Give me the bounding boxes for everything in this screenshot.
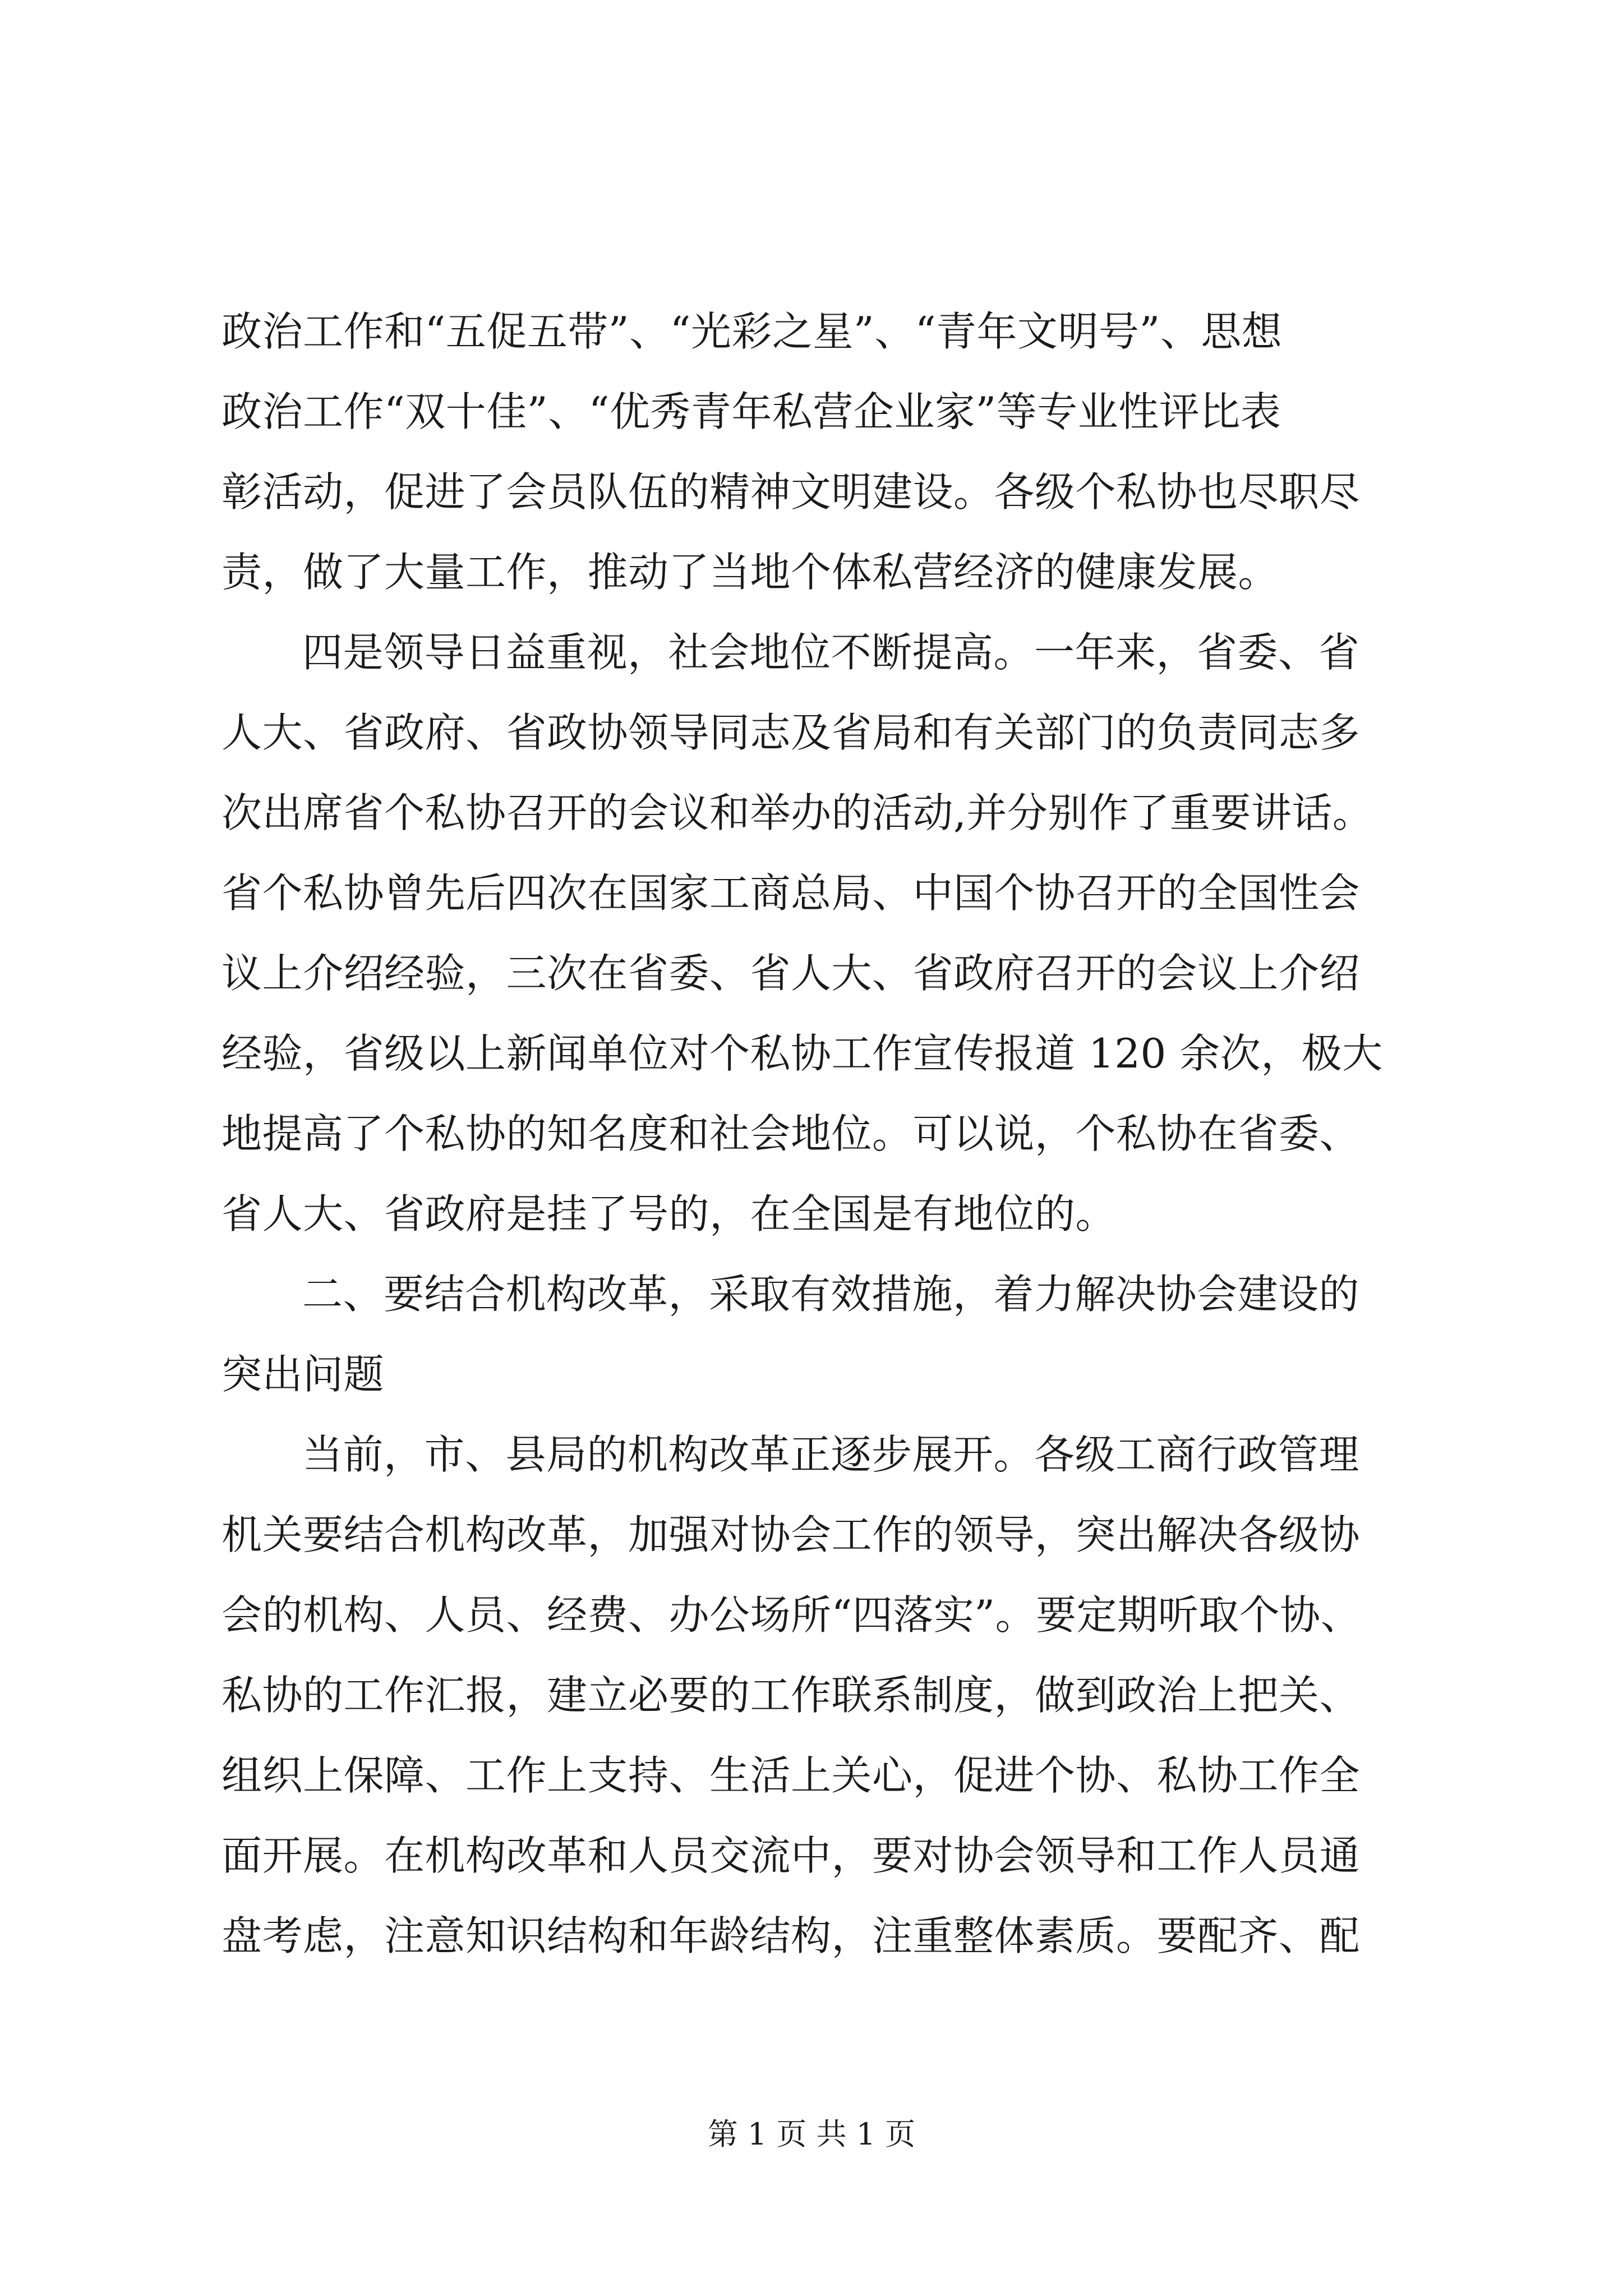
body-text	[222, 292, 1433, 1976]
paragraph-first-line: 四是领导日益重视，社会地位不断提高。一年来，省委、省	[302, 629, 1360, 676]
text-line: 政治工作和“五促五带”、“光彩之星”、“青年文明号”、思想	[222, 308, 1283, 355]
text-line: 省个私协曾先后四次在国家工商总局、中国个协召开的全国性会	[222, 869, 1361, 917]
section-heading-line: 二、要结合机构改革，采取有效措施，着力解决协会建设的	[302, 1271, 1360, 1318]
text-line: 次出席省个私协召开的会议和举办的活动,并分别作了重要讲话。	[222, 789, 1373, 836]
text-line: 组织上保障、工作上支持、生活上关心，促进个协、私协工作全	[222, 1752, 1361, 1799]
text-line: 面开展。在机构改革和人员交流中，要对协会领导和工作人员通	[222, 1832, 1361, 1879]
section-heading-line: 突出问题	[222, 1351, 385, 1398]
text-line: 盘考虑，注意知识结构和年龄结构，注重整体素质。要配齐、配	[222, 1912, 1361, 1959]
text-line: 地提高了个私协的知名度和社会地位。可以说，个私协在省委、	[222, 1110, 1361, 1157]
text-line: 会的机构、人员、经费、办公场所“四落实”。要定期听取个协、	[222, 1591, 1362, 1639]
text-line: 省人大、省政府是挂了号的，在全国是有地位的。	[222, 1190, 1117, 1237]
text-line: 彰活动，促进了会员队伍的精神文明建设。各级个私协也尽职尽	[222, 468, 1361, 516]
text-line: 议上介绍经验，三次在省委、省人大、省政府召开的会议上介绍	[222, 950, 1361, 997]
text-line: 人大、省政府、省政协领导同志及省局和有关部门的负责同志多	[222, 709, 1361, 756]
text-line: 私协的工作汇报，建立必要的工作联系制度，做到政治上把关、	[222, 1672, 1361, 1719]
text-line: 机关要结合机构改革，加强对协会工作的领导，突出解决各级协	[222, 1511, 1361, 1558]
paragraph-first-line: 当前，市、县局的机构改革正逐步展开。各级工商行政管理	[302, 1431, 1360, 1478]
text-line: 责，做了大量工作，推动了当地个体私营经济的健康发展。	[222, 549, 1279, 596]
text-line: 经验，省级以上新闻单位对个私协工作宣传报道 120 余次，极大	[222, 1030, 1383, 1077]
text-line: 政治工作“双十佳”、“优秀青年私营企业家”等专业性评比表	[222, 388, 1281, 435]
page-number-footer: 第 1 页 共 1 页	[707, 2116, 916, 2152]
